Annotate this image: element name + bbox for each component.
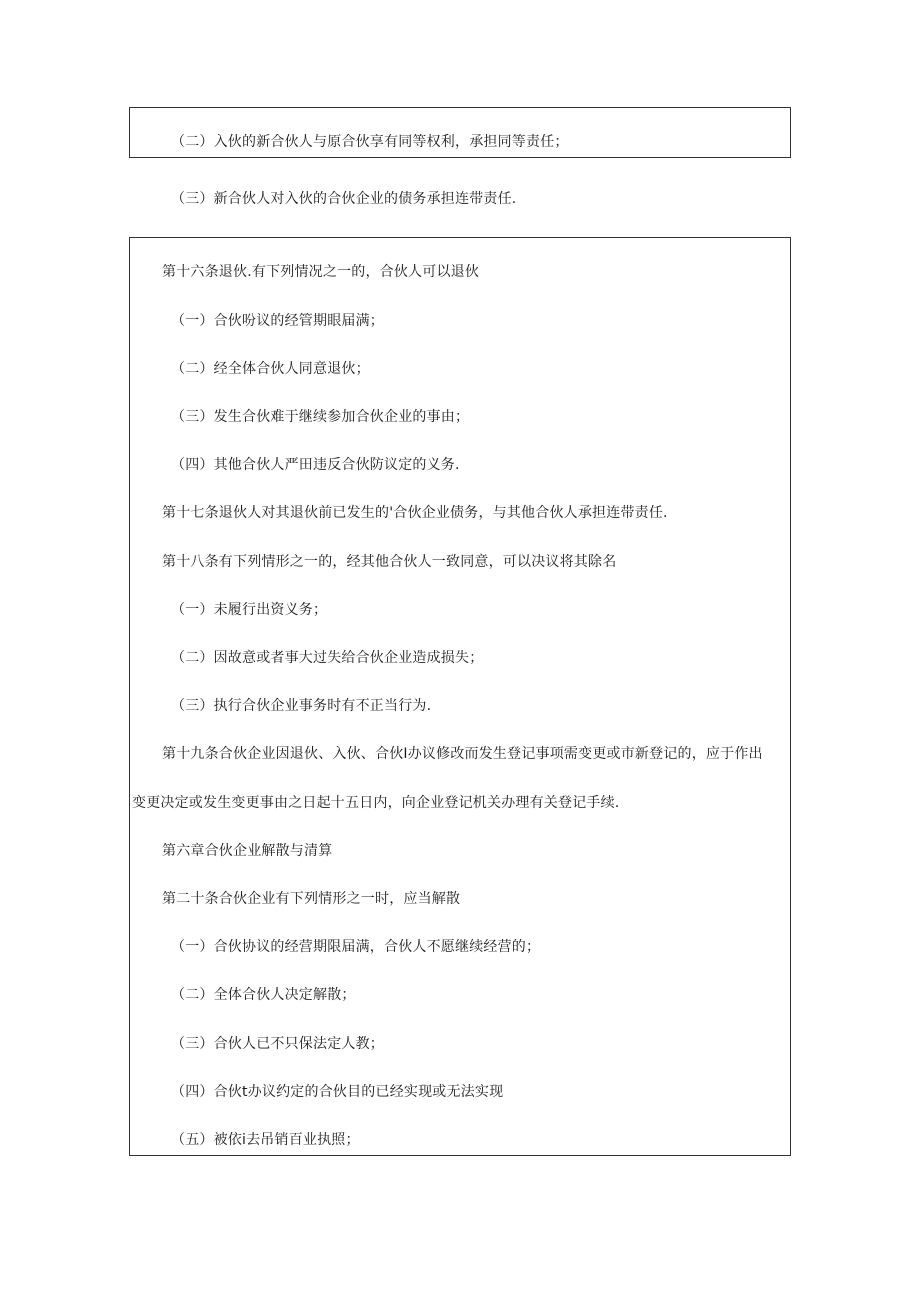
text-line-joint-liability: （三）新合伙人对入伙的合伙企业的债务承担连带责任. (171, 191, 517, 207)
text-line-partner-equal-rights: （二）入伙的新合伙人与原合伙享有同等权利，承担同等责任； (171, 134, 569, 150)
list-item: （四）合伙t办议约定的合伙目的已经实现或无法实现 (171, 1084, 504, 1100)
list-item: （二）全体合伙人决定解散； (171, 987, 356, 1003)
article-17-text: 第十七条退伙人对其退伙前已发生的'合伙企业债务，与其他合伙人承担连带责任. (162, 505, 668, 521)
list-item: （五）被依i去吊销百业执照； (171, 1132, 360, 1148)
list-item: （三）执行合伙企业事务时有不正当行为. (171, 698, 432, 714)
chapter-6-title: 第六章合伙企业解散与清算 (162, 843, 333, 859)
list-item: （四）其他合伙人严田违反合伙防议定的义务. (171, 457, 460, 473)
list-item: （三）合伙人已不只保法定人教； (171, 1036, 384, 1052)
article-20-heading: 第二十条合伙企业有下列情形之一时，应当解散 (162, 891, 461, 907)
article-18-heading: 第十八条有下列情形之一的，经其他合伙人一致同意，可以决议将其除名 (162, 554, 617, 570)
list-item: （二）因故意或者事大过失给合伙企业造成损失； (171, 650, 484, 666)
list-item: （一）合伙吩议的经管期眼届满； (171, 313, 384, 329)
list-item: （一）合伙协议的经营期限届满，合伙人不愿继续经营的； (171, 939, 541, 955)
list-item: （二）经全体合伙人同意退伙； (171, 361, 370, 377)
list-item: （三）发生合伙难于继续参加合伙企业的事由； (171, 409, 470, 425)
article-19-continuation: 变更决定或发生变更事由之日起十五日内，向企业登记机关办理有关登记手续. (132, 795, 620, 811)
list-item: （一）未履行出资义务； (171, 602, 328, 618)
article-16-heading: 第十六条退伙.有下列情况之一的，合伙人可以退伙 (162, 264, 480, 280)
article-19-text: 第十九条合伙企业因退伙、入伙、合伙I办议修改而发生登记事项需变更或市新登记的，应于作出 (162, 746, 763, 762)
